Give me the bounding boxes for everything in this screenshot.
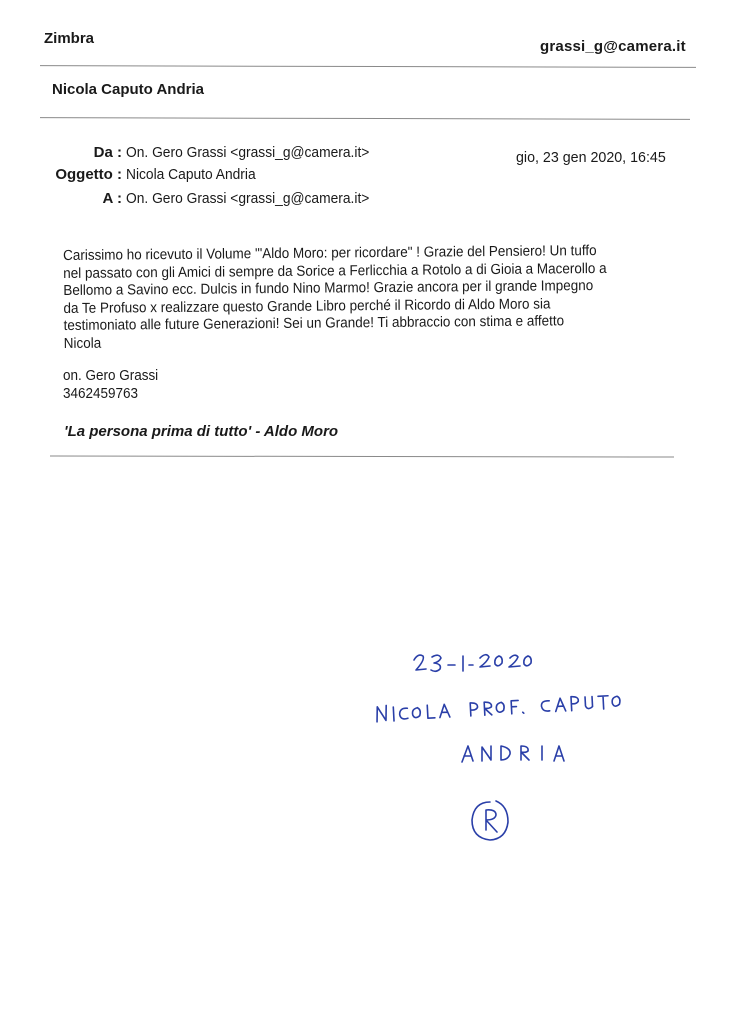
body-line: Nicola <box>63 335 102 352</box>
body-line: Carissimo ho ricevuto il Volume '"Aldo Moro: per ricordare" ! Grazie del Pensiero! Un tuffo <box>63 242 597 264</box>
body-line: nel passato con gli Amici di sempre da Sorice a Ferlicchia a Rotolo a di Gioia a Macerollo a <box>63 260 607 282</box>
subject-row <box>0 166 267 183</box>
message-title: Nicola Caputo Andria <box>52 81 204 98</box>
subject-label: Oggetto : <box>55 166 122 183</box>
body-line: testimoniato alle future Generazioni! Sei un Grande! Ti abbraccio con stima e affetto <box>63 313 565 335</box>
divider <box>50 455 674 457</box>
divider <box>40 65 696 68</box>
message-date: gio, 23 gen 2020, 16:45 <box>516 149 666 166</box>
handwritten-city <box>462 746 564 762</box>
from-value: On. Gero Grassi <grassi_g@camera.it> <box>126 144 370 161</box>
signature <box>63 367 158 403</box>
body-line: Bellomo a Savino ecc. Dulcis in fundo Nino Marmo! Grazie ancora per il grande Impegno <box>63 278 594 300</box>
body-line: da Te Profuso x realizzare questo Grande Libro perché il Ricordo di Aldo Moro sia <box>63 296 551 317</box>
handwritten-note <box>360 640 660 860</box>
circled-r-mark <box>472 801 508 840</box>
divider <box>40 117 690 120</box>
handwritten-name <box>376 693 620 722</box>
account-email: grassi_g@camera.it <box>540 38 686 55</box>
app-name: Zimbra <box>44 30 95 47</box>
from-label: Da : <box>93 144 122 161</box>
to-row <box>0 190 391 207</box>
from-row <box>0 144 391 161</box>
signature-quote: 'La persona prima di tutto' - Aldo Moro <box>64 423 339 440</box>
handwritten-date <box>414 655 531 672</box>
to-label: A : <box>102 190 122 207</box>
signature-phone: 3462459763 <box>63 386 139 402</box>
signature-name: on. Gero Grassi <box>63 368 159 384</box>
to-value: On. Gero Grassi <grassi_g@camera.it> <box>126 190 370 207</box>
subject-value: Nicola Caputo Andria <box>126 166 256 183</box>
message-body <box>63 243 640 354</box>
